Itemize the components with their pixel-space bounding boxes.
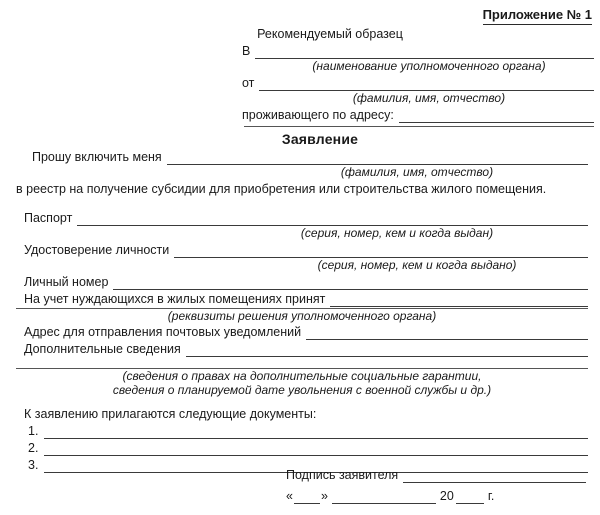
request-block <box>16 150 588 179</box>
passport-row <box>16 211 588 226</box>
date-row <box>286 488 586 504</box>
attachments-heading: К заявлению прилагаются следующие документы: <box>24 407 317 421</box>
sample-notice-text: Рекомендуемый образец <box>257 27 403 41</box>
page-title <box>0 131 600 147</box>
id-card-label: Удостоверение личности <box>24 243 170 257</box>
registration-input[interactable] <box>330 293 588 307</box>
extra-info-block <box>16 368 588 397</box>
addressee-to-input[interactable] <box>255 45 594 59</box>
attachments-block <box>16 407 588 473</box>
date-year-input[interactable] <box>456 492 484 504</box>
appendix-number: Приложение № 1 <box>483 7 592 25</box>
identity-block <box>16 211 588 307</box>
date-day-input[interactable] <box>294 492 320 504</box>
addressee-block <box>242 44 594 127</box>
addressee-to-row <box>242 44 594 59</box>
year-suffix: г. <box>487 489 495 503</box>
id-card-caption: (серия, номер, кем и когда выдано) <box>317 258 517 272</box>
additional-info-input[interactable] <box>186 343 588 357</box>
appendix-number-block <box>483 6 592 25</box>
id-card-row <box>16 243 588 258</box>
addressee-to-label: В <box>242 44 251 58</box>
passport-label: Паспорт <box>24 211 73 225</box>
extra-info-caption-line-1: (сведения о правах на дополнительные социальные гарантии, <box>122 369 482 383</box>
addressee-from-label: от <box>242 76 255 90</box>
quote-open: « <box>286 489 293 503</box>
attachment-item <box>16 441 588 456</box>
extra-info-caption-line-2: сведения о планируемой дате увольнения с военной службы и др.) <box>112 383 492 397</box>
addressee-address-input[interactable] <box>399 109 594 123</box>
page-title-text: Заявление <box>281 131 359 147</box>
attachment-item-number: 3. <box>28 458 39 472</box>
addressee-from-input[interactable] <box>259 77 594 91</box>
signature-block <box>286 468 586 504</box>
passport-caption: (серия, номер, кем и когда выдан) <box>300 226 494 240</box>
quote-close: » <box>320 489 328 503</box>
addressee-address-label: проживающего по адресу: <box>242 108 394 122</box>
personal-number-label: Личный номер <box>24 275 109 289</box>
postal-address-input[interactable] <box>306 326 588 340</box>
registry-block <box>16 182 588 197</box>
attachment-item-input[interactable] <box>44 442 588 456</box>
addressee-from-row <box>242 76 594 91</box>
signature-row <box>286 468 586 483</box>
signature-input[interactable] <box>403 469 586 483</box>
addressee-to-caption: (наименование уполномоченного органа) <box>312 59 546 73</box>
personal-number-input[interactable] <box>113 276 588 290</box>
request-name-label: Прошу включить меня <box>32 150 162 164</box>
postal-address-row <box>16 325 588 340</box>
attachment-item-input[interactable] <box>44 425 588 439</box>
registry-text: в реестр на получение субсидии для приобретения или строительства жилого помещения. <box>16 182 547 196</box>
date-month-input[interactable] <box>332 492 436 504</box>
personal-number-row <box>16 275 588 290</box>
id-card-input[interactable] <box>174 244 588 258</box>
request-name-input[interactable] <box>167 151 588 165</box>
passport-input[interactable] <box>77 212 588 226</box>
additional-info-label: Дополнительные сведения <box>24 342 181 356</box>
attachment-item <box>16 424 588 439</box>
addressee-address-input-line2[interactable] <box>244 126 594 127</box>
registration-row <box>16 292 588 307</box>
attachment-item-number: 1. <box>28 424 39 438</box>
request-name-caption: (фамилия, имя, отчество) <box>340 165 494 179</box>
additional-info-row <box>16 342 588 357</box>
addressee-from-caption: (фамилия, имя, отчество) <box>352 91 506 105</box>
year-prefix: 20 <box>439 489 454 503</box>
addressee-address-row <box>242 108 594 123</box>
registration-label: На учет нуждающихся в жилых помещениях принят <box>24 292 326 306</box>
signature-label: Подпись заявителя <box>286 468 399 482</box>
attachment-item-number: 2. <box>28 441 39 455</box>
requisites-block <box>16 308 588 357</box>
requisites-caption: (реквизиты решения уполномоченного органа) <box>167 309 437 323</box>
sample-notice <box>0 27 600 41</box>
postal-address-label: Адрес для отправления почтовых уведомлений <box>24 325 302 339</box>
request-name-row <box>16 150 588 165</box>
